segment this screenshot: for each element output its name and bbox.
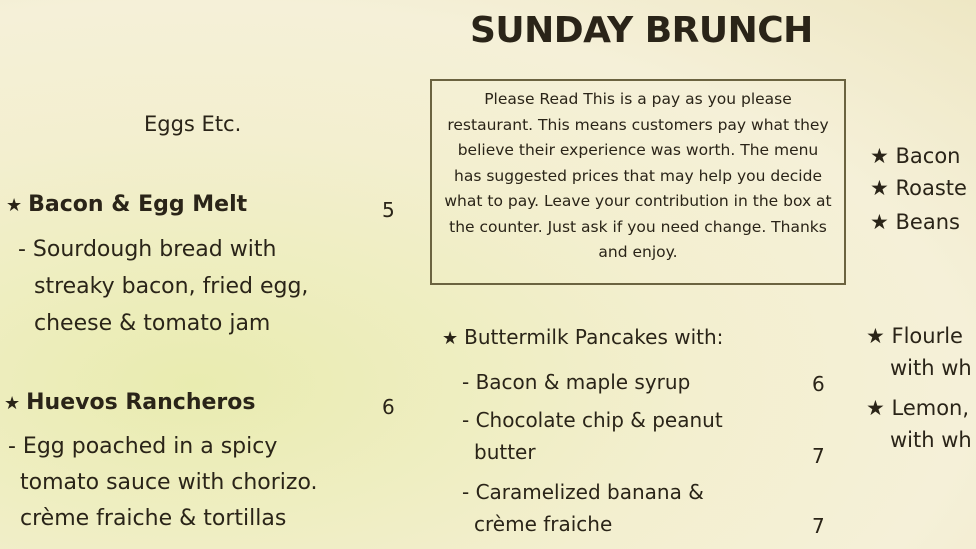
menu-item-desc-line: tomato sauce with chorizo. bbox=[20, 470, 318, 495]
menu-item-desc-line: crème fraiche & tortillas bbox=[20, 506, 287, 531]
pancake-option: - Caramelized banana & bbox=[462, 480, 704, 504]
menu-item-desc-line: cheese & tomato jam bbox=[34, 311, 271, 336]
menu-title: SUNDAY BRUNCH bbox=[470, 10, 813, 51]
menu-item-name: ★ Bacon & Egg Melt bbox=[6, 192, 248, 217]
pancake-option-price: 7 bbox=[812, 444, 825, 468]
menu-item-desc-line: - Egg poached in a spicy bbox=[8, 434, 278, 459]
pay-notice-box: Please Read This is a pay as you please restaurant. This means customers pay what they believe their experience was worth. The menu has suggested prices that may help you decide what to pay. Leave your contribution in the box at the counter. Just ask if you need change. Thanks and enjoy. bbox=[430, 79, 846, 285]
right-column-line: ★ Bacon bbox=[870, 144, 961, 168]
pancakes-heading: ★ Buttermilk Pancakes with: bbox=[442, 325, 724, 349]
right-column-line: ★ Flourle bbox=[866, 324, 963, 348]
menu-item-desc-line: streaky bacon, fried egg, bbox=[34, 274, 309, 299]
menu-item-price: 5 bbox=[382, 198, 395, 222]
menu-item-name: ★ Huevos Rancheros bbox=[4, 390, 256, 415]
right-column-line: with wh bbox=[890, 356, 972, 380]
right-column-line: ★ Roaste bbox=[870, 176, 967, 200]
menu-item-price: 6 bbox=[382, 395, 395, 419]
pancake-option: butter bbox=[474, 440, 536, 464]
pancake-option-price: 7 bbox=[812, 514, 825, 538]
section-heading-eggs: Eggs Etc. bbox=[144, 112, 242, 136]
right-column-line: ★ Beans bbox=[870, 210, 960, 234]
pancake-option: - Chocolate chip & peanut bbox=[462, 408, 723, 432]
right-column-line: ★ Lemon, bbox=[866, 396, 970, 420]
pancake-option: crème fraiche bbox=[474, 512, 613, 536]
menu-item-desc-line: - Sourdough bread with bbox=[18, 237, 277, 262]
right-column-line: with wh bbox=[890, 428, 972, 452]
star-icon: ★ bbox=[6, 195, 23, 216]
pancake-option-price: 6 bbox=[812, 372, 825, 396]
star-icon: ★ bbox=[442, 328, 459, 349]
star-icon: ★ bbox=[4, 393, 21, 414]
pancake-option: - Bacon & maple syrup bbox=[462, 370, 691, 394]
